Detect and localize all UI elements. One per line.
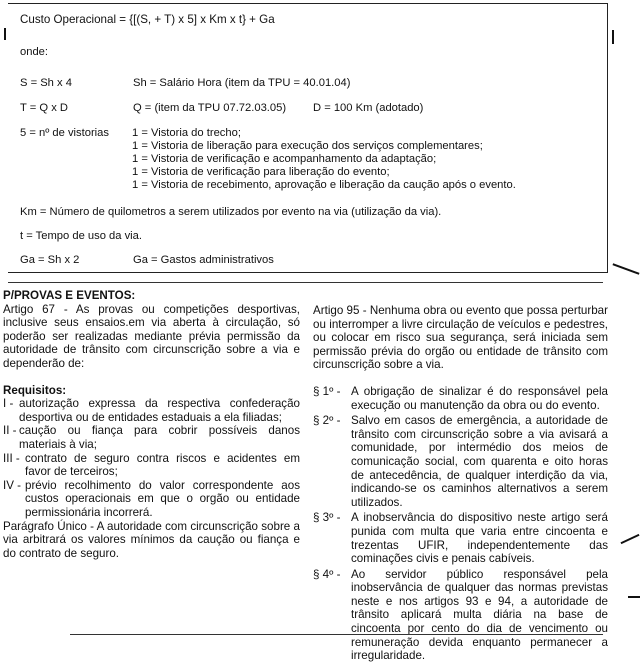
scan-mark: [621, 534, 640, 544]
requisitos-title: Requisitos:: [3, 383, 67, 397]
vistorias-label: 5 = nº de vistorias: [20, 127, 109, 139]
paragrafo-item: § 2º - Salvo em casos de emergência, a autoridade de trânsito com circunscrição sobre a via avisará a comunidade, por intermédio dos meios de comunicação social, com quarenta e oito horas de antecedência, de qualquer interdição da via, indicando-se os caminhos alternativos a serem utilizados.: [313, 414, 608, 509]
scan-mark: [612, 30, 614, 44]
paragrafo-item: § 4º - Ao servidor público responsável pela inobservância de qualquer das normas previstas neste e nos artigos 93 e 94, a autoridade de trânsito aplicará multa diária na base de cincoenta por cento do dia de vencimento ou remuneração devida enquanto permanecer a irregularidade.: [313, 567, 608, 663]
scan-mark: [4, 28, 6, 40]
scan-mark: [628, 596, 640, 598]
bottom-rule: [70, 634, 603, 635]
paragrafo-item: § 1º - A obrigação de sinalizar é do responsável pela execução ou manutenção da obra ou do evento.: [313, 384, 608, 412]
ga-definition: Ga = Sh x 2: [20, 254, 80, 266]
vistoria-item: 1 = Vistoria do trecho;: [132, 127, 241, 139]
paragrafo-unico: Parágrafo Único - A autoridade com circunscrição sobre a via arbitrará os valores mínimos da caução ou fiança e do contrato de seguro.: [3, 519, 300, 560]
scan-mark: [613, 263, 640, 274]
vistoria-item: 1 = Vistoria de verificação e acompanhamento da adaptação;: [132, 153, 437, 165]
ga-description: Ga = Gastos administrativos: [133, 254, 274, 266]
onde-label: onde:: [20, 46, 48, 58]
s-definition: S = Sh x 4: [20, 77, 72, 89]
requisito-item: I - autorização expressa da respectiva confederação desportiva ou de entidades estaduais a ela filiadas;: [3, 397, 300, 424]
t-definition: T = Q x D: [20, 102, 68, 114]
section-divider: [8, 282, 603, 283]
formula: Custo Operacional = {[(S, + T) x 5] x Km x t} + Ga: [20, 13, 275, 26]
artigo-95: Artigo 95 - Nenhuma obra ou evento que possa perturbar ou interromper a livre circulação de veículos e pedestres, ou colocar em risco sua segurança, será iniciada sem permissão prévia do orgão ou entidade de trânsito com circunscrição sobre a via.: [313, 304, 608, 372]
vistoria-item: 1 = Vistoria de recebimento, aprovação e liberação da caução após o evento.: [132, 179, 516, 191]
artigo-67: Artigo 67 - As provas ou competições desportivas, inclusive seus ensaios.em via aberta à circulação, só poderão ser realizadas mediante prévia permissão da autoridade de trânsito com circunscrição sobre a via e dependerão de:: [3, 302, 300, 370]
section-title: P/PROVAS E EVENTOS:: [3, 289, 136, 302]
vistoria-item: 1 = Vistoria de verificação para liberação do evento;: [132, 166, 390, 178]
paragrafo-item: § 3º - A inobservância do dispositivo neste artigo será punida com multa que varia entre cincoenta e trezentas UFIR, independentemente das cominações civis e penais cabíveis.: [313, 511, 608, 566]
requisito-item: III - contrato de seguro contra riscos e acidentes em favor de terceiros;: [3, 451, 300, 479]
vistoria-item: 1 = Vistoria de liberação para execução dos serviços complementares;: [132, 140, 483, 152]
q-definition: Q = (item da TPU 07.72.03.05): [133, 102, 287, 114]
right-column: [313, 304, 608, 663]
left-column: [3, 289, 300, 560]
sh-definition: Sh = Salário Hora (item da TPU = 40.01.04): [133, 77, 351, 89]
requisito-item: II - caução ou fiança para cobrir possíveis danos materiais à via;: [3, 424, 300, 451]
t-time-definition: t = Tempo de uso da via.: [20, 230, 143, 242]
d-definition: D = 100 Km (adotado): [313, 102, 424, 114]
km-definition: Km = Número de quilometros a serem utilizados por evento na via (utilização da via).: [20, 206, 442, 218]
requisito-item: IV - prévio recolhimento do valor correspondente aos custos operacionais em que o orgão ou entidade permissionária incorrerá.: [3, 478, 300, 519]
